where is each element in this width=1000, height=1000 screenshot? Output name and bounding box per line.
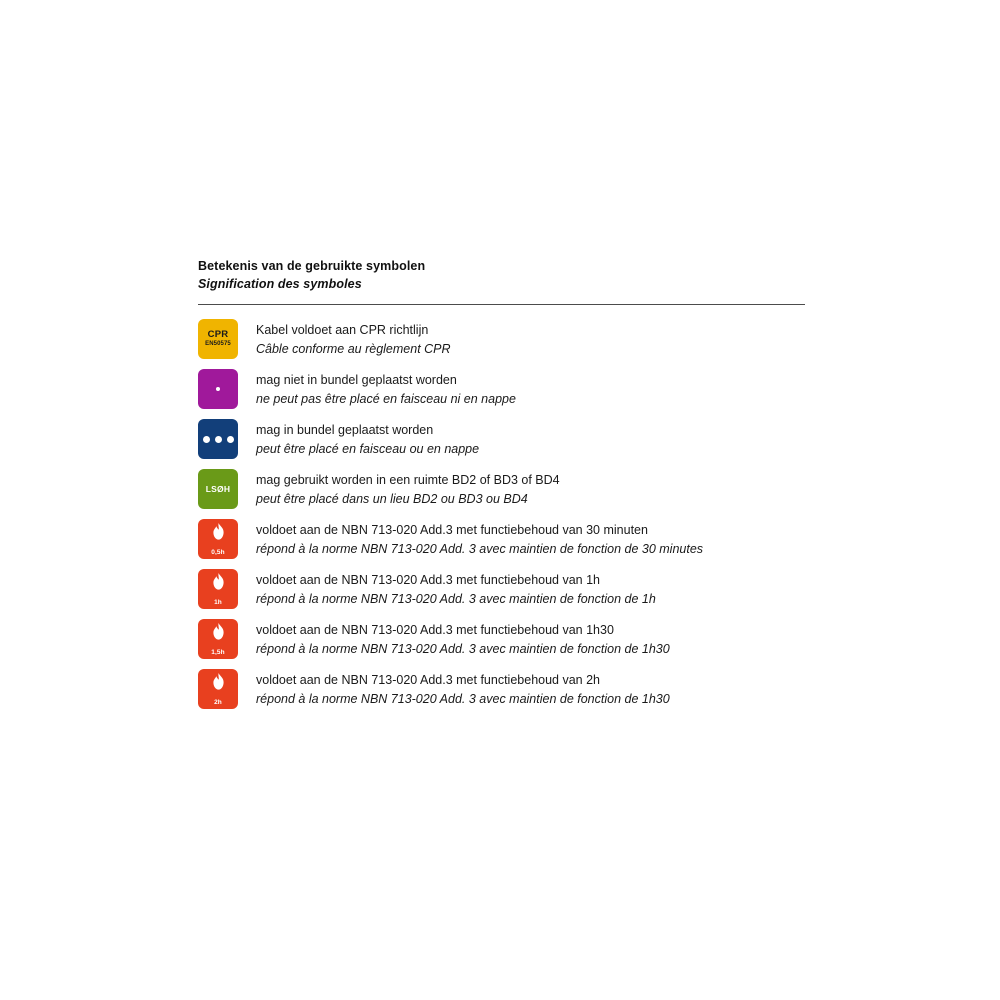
list-item — [198, 668, 838, 718]
legend-text-nl: voldoet aan de NBN 713-020 Add.3 met functiebehoud van 30 minuten — [256, 523, 648, 537]
cpr-badge-top-label: CPR — [207, 329, 229, 340]
legend-text-cell — [256, 518, 703, 558]
legend-text-cell — [256, 668, 670, 708]
legend-text-nl: voldoet aan de NBN 713-020 Add.3 met functiebehoud van 1h — [256, 573, 601, 587]
legend-text-nl: mag gebruikt worden in een ruimte BD2 of BD3 of BD4 — [256, 473, 560, 487]
legend-text-cell — [256, 568, 656, 608]
legend-text-cell — [256, 418, 479, 458]
flame-duration-label: 1h — [214, 599, 222, 606]
flame-duration-label: 0,5h — [211, 549, 225, 556]
legend-text-nl: Kabel voldoet aan CPR richtlijn — [256, 323, 429, 337]
flame-badge-icon — [198, 669, 238, 709]
legend-text-cell — [256, 468, 560, 508]
legend-text-nl: mag in bundel geplaatst worden — [256, 423, 434, 437]
flame-badge-icon — [198, 519, 238, 559]
dot-icon — [214, 385, 222, 393]
symbol-cell — [198, 318, 256, 359]
legend-text-fr: peut être placé dans un lieu BD2 ou BD3 ou BD4 — [256, 492, 528, 506]
list-item — [198, 618, 838, 668]
no-bundle-badge-icon — [198, 369, 238, 409]
symbol-cell — [198, 418, 256, 459]
title-divider — [198, 304, 805, 305]
legend-text-cell — [256, 618, 670, 658]
symbol-cell — [198, 518, 256, 559]
symbol-cell — [198, 568, 256, 609]
single-dot-group — [214, 385, 222, 393]
three-dots-group — [203, 436, 234, 443]
legend-text-fr: répond à la norme NBN 713-020 Add. 3 avec maintien de fonction de 30 minutes — [256, 542, 704, 556]
legend-text-cell — [256, 368, 516, 408]
legend-text-fr: répond à la norme NBN 713-020 Add. 3 avec maintien de fonction de 1h30 — [256, 692, 670, 706]
legend-text-fr: répond à la norme NBN 713-020 Add. 3 avec maintien de fonction de 1h30 — [256, 642, 670, 656]
lsoh-badge-icon — [198, 469, 238, 509]
list-item — [198, 568, 838, 618]
list-item — [198, 318, 838, 368]
flame-icon — [212, 623, 225, 640]
page-title: Betekenis van de gebruikte symbolen — [198, 259, 426, 273]
flame-duration-label: 2h — [214, 699, 222, 706]
bundle-allowed-badge-icon — [198, 419, 238, 459]
flame-badge-icon — [198, 619, 238, 659]
dot-icon — [227, 436, 234, 443]
symbol-cell — [198, 618, 256, 659]
legend-text-fr: Câble conforme au règlement CPR — [256, 342, 451, 356]
legend-text-fr: répond à la norme NBN 713-020 Add. 3 avec maintien de fonction de 1h — [256, 592, 656, 606]
list-item — [198, 368, 838, 418]
lsoh-badge-label: LSØH — [205, 484, 231, 494]
symbol-legend-block — [198, 258, 838, 718]
list-item — [198, 468, 838, 518]
list-item — [198, 518, 838, 568]
page-subtitle: Signification des symboles — [198, 277, 362, 291]
dot-icon — [203, 436, 210, 443]
flame-badge-icon — [198, 569, 238, 609]
legend-text-nl: voldoet aan de NBN 713-020 Add.3 met functiebehoud van 1h30 — [256, 623, 614, 637]
legend-text-cell — [256, 318, 451, 358]
legend-text-nl: mag niet in bundel geplaatst worden — [256, 373, 457, 387]
flame-icon — [212, 673, 225, 690]
legend-text-fr: peut être placé en faisceau ou en nappe — [256, 442, 480, 456]
legend-text-nl: voldoet aan de NBN 713-020 Add.3 met functiebehoud van 2h — [256, 673, 601, 687]
list-item — [198, 418, 838, 468]
flame-duration-label: 1,5h — [211, 649, 225, 656]
symbol-cell — [198, 468, 256, 509]
flame-icon — [212, 523, 225, 540]
legend-rows — [198, 318, 838, 718]
cpr-badge-icon — [198, 319, 238, 359]
symbol-cell — [198, 368, 256, 409]
legend-text-fr: ne peut pas être placé en faisceau ni en nappe — [256, 392, 516, 406]
dot-icon — [215, 436, 222, 443]
flame-icon — [212, 573, 225, 590]
cpr-badge-bottom-label: EN50575 — [205, 341, 231, 347]
symbol-cell — [198, 668, 256, 709]
